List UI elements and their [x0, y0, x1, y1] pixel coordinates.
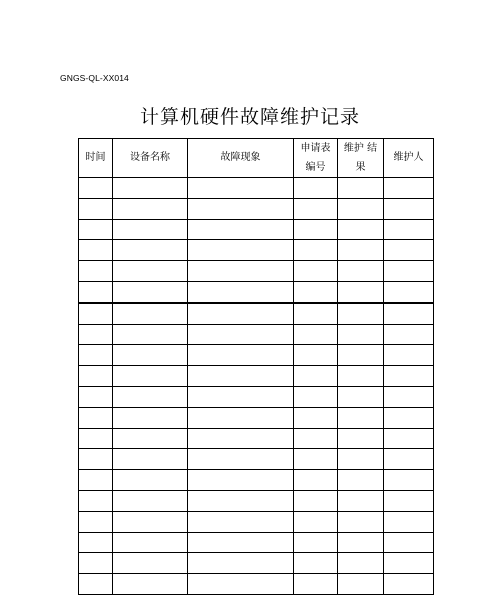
table-header-row	[79, 139, 434, 178]
cell-request-no[interactable]	[294, 574, 338, 595]
cell-time[interactable]	[79, 532, 113, 553]
cell-time[interactable]	[79, 553, 113, 574]
table-row	[79, 303, 434, 324]
table-row	[79, 407, 434, 428]
cell-time[interactable]	[79, 386, 113, 407]
cell-device-name[interactable]	[113, 574, 188, 595]
cell-maintainer[interactable]	[384, 386, 434, 407]
cell-time[interactable]	[79, 324, 113, 345]
cell-fault[interactable]	[188, 261, 294, 282]
document-code: GNGS-QL-XX014	[60, 73, 129, 83]
cell-maintainer[interactable]	[384, 470, 434, 491]
cell-result[interactable]	[338, 219, 384, 240]
cell-time[interactable]	[79, 490, 113, 511]
cell-request-no[interactable]	[294, 470, 338, 491]
cell-fault[interactable]	[188, 490, 294, 511]
cell-maintainer[interactable]	[384, 366, 434, 387]
column-header-request-no: 申请表 编号	[294, 139, 338, 178]
table-row	[79, 178, 434, 199]
table-row	[79, 366, 434, 387]
cell-fault[interactable]	[188, 345, 294, 366]
cell-result[interactable]	[338, 240, 384, 261]
cell-request-no[interactable]	[294, 198, 338, 219]
table-body	[79, 178, 434, 595]
cell-device-name[interactable]	[113, 470, 188, 491]
cell-maintainer[interactable]	[384, 303, 434, 324]
cell-fault[interactable]	[188, 219, 294, 240]
cell-time[interactable]	[79, 240, 113, 261]
table-row	[79, 345, 434, 366]
cell-maintainer[interactable]	[384, 449, 434, 470]
maintenance-record-table	[78, 138, 434, 595]
cell-device-name[interactable]	[113, 219, 188, 240]
cell-request-no[interactable]	[294, 407, 338, 428]
cell-time[interactable]	[79, 470, 113, 491]
cell-time[interactable]	[79, 303, 113, 324]
cell-time[interactable]	[79, 345, 113, 366]
cell-fault[interactable]	[188, 470, 294, 491]
cell-result[interactable]	[338, 470, 384, 491]
cell-device-name[interactable]	[113, 386, 188, 407]
cell-result[interactable]	[338, 511, 384, 532]
table-row	[79, 470, 434, 491]
table-row	[79, 574, 434, 595]
cell-device-name[interactable]	[113, 198, 188, 219]
table-row	[79, 553, 434, 574]
cell-maintainer[interactable]	[384, 553, 434, 574]
cell-device-name[interactable]	[113, 532, 188, 553]
cell-device-name[interactable]	[113, 303, 188, 324]
cell-result[interactable]	[338, 303, 384, 324]
cell-device-name[interactable]	[113, 281, 188, 302]
cell-fault[interactable]	[188, 386, 294, 407]
cell-result[interactable]	[338, 178, 384, 199]
cell-result[interactable]	[338, 261, 384, 282]
cell-maintainer[interactable]	[384, 219, 434, 240]
cell-fault[interactable]	[188, 553, 294, 574]
cell-request-no[interactable]	[294, 366, 338, 387]
cell-device-name[interactable]	[113, 240, 188, 261]
cell-device-name[interactable]	[113, 407, 188, 428]
table-row	[79, 281, 434, 302]
cell-fault[interactable]	[188, 240, 294, 261]
cell-maintainer[interactable]	[384, 407, 434, 428]
cell-result[interactable]	[338, 324, 384, 345]
cell-result[interactable]	[338, 553, 384, 574]
column-header-device-name: 设备名称	[113, 139, 188, 178]
cell-request-no[interactable]	[294, 511, 338, 532]
cell-request-no[interactable]	[294, 240, 338, 261]
cell-request-no[interactable]	[294, 261, 338, 282]
cell-result[interactable]	[338, 428, 384, 449]
cell-maintainer[interactable]	[384, 240, 434, 261]
cell-maintainer[interactable]	[384, 511, 434, 532]
cell-device-name[interactable]	[113, 449, 188, 470]
cell-time[interactable]	[79, 449, 113, 470]
cell-fault[interactable]	[188, 511, 294, 532]
cell-result[interactable]	[338, 281, 384, 302]
cell-request-no[interactable]	[294, 281, 338, 302]
table-row	[79, 324, 434, 345]
cell-fault[interactable]	[188, 281, 294, 302]
cell-request-no[interactable]	[294, 386, 338, 407]
cell-device-name[interactable]	[113, 261, 188, 282]
table-row	[79, 261, 434, 282]
table-row	[79, 449, 434, 470]
cell-device-name[interactable]	[113, 553, 188, 574]
cell-time[interactable]	[79, 281, 113, 302]
cell-time[interactable]	[79, 407, 113, 428]
column-header-fault: 故障现象	[188, 139, 294, 178]
cell-fault[interactable]	[188, 366, 294, 387]
cell-request-no[interactable]	[294, 178, 338, 199]
cell-result[interactable]	[338, 449, 384, 470]
cell-result[interactable]	[338, 198, 384, 219]
cell-maintainer[interactable]	[384, 574, 434, 595]
cell-time[interactable]	[79, 366, 113, 387]
cell-result[interactable]	[338, 490, 384, 511]
cell-maintainer[interactable]	[384, 324, 434, 345]
cell-time[interactable]	[79, 178, 113, 199]
cell-maintainer[interactable]	[384, 178, 434, 199]
cell-maintainer[interactable]	[384, 490, 434, 511]
cell-request-no[interactable]	[294, 324, 338, 345]
document-title: 计算机硬件故障维护记录	[139, 106, 360, 128]
column-header-time: 时间	[79, 139, 113, 178]
column-header-maintainer: 维护人	[384, 139, 434, 178]
cell-request-no[interactable]	[294, 428, 338, 449]
cell-device-name[interactable]	[113, 428, 188, 449]
column-header-result: 维护 结 果	[338, 139, 384, 178]
cell-maintainer[interactable]	[384, 532, 434, 553]
cell-fault[interactable]	[188, 428, 294, 449]
cell-result[interactable]	[338, 532, 384, 553]
cell-time[interactable]	[79, 574, 113, 595]
cell-result[interactable]	[338, 407, 384, 428]
cell-time[interactable]	[79, 261, 113, 282]
table-row	[79, 490, 434, 511]
cell-time[interactable]	[79, 198, 113, 219]
cell-fault[interactable]	[188, 178, 294, 199]
cell-request-no[interactable]	[294, 449, 338, 470]
table-row	[79, 198, 434, 219]
cell-maintainer[interactable]	[384, 198, 434, 219]
cell-maintainer[interactable]	[384, 428, 434, 449]
cell-request-no[interactable]	[294, 490, 338, 511]
cell-request-no[interactable]	[294, 219, 338, 240]
cell-request-no[interactable]	[294, 553, 338, 574]
table-row	[79, 428, 434, 449]
cell-device-name[interactable]	[113, 490, 188, 511]
cell-result[interactable]	[338, 366, 384, 387]
cell-fault[interactable]	[188, 324, 294, 345]
table-row	[79, 532, 434, 553]
cell-time[interactable]	[79, 219, 113, 240]
cell-maintainer[interactable]	[384, 261, 434, 282]
cell-fault[interactable]	[188, 574, 294, 595]
cell-maintainer[interactable]	[384, 345, 434, 366]
cell-device-name[interactable]	[113, 366, 188, 387]
cell-device-name[interactable]	[113, 324, 188, 345]
cell-fault[interactable]	[188, 303, 294, 324]
cell-result[interactable]	[338, 574, 384, 595]
cell-fault[interactable]	[188, 407, 294, 428]
cell-device-name[interactable]	[113, 178, 188, 199]
table-row	[79, 511, 434, 532]
cell-device-name[interactable]	[113, 345, 188, 366]
cell-request-no[interactable]	[294, 532, 338, 553]
cell-request-no[interactable]	[294, 303, 338, 324]
cell-time[interactable]	[79, 511, 113, 532]
cell-fault[interactable]	[188, 532, 294, 553]
cell-request-no[interactable]	[294, 345, 338, 366]
cell-fault[interactable]	[188, 449, 294, 470]
cell-result[interactable]	[338, 386, 384, 407]
cell-maintainer[interactable]	[384, 281, 434, 302]
table-row	[79, 219, 434, 240]
cell-result[interactable]	[338, 345, 384, 366]
table-row	[79, 240, 434, 261]
cell-fault[interactable]	[188, 198, 294, 219]
cell-time[interactable]	[79, 428, 113, 449]
table-row	[79, 386, 434, 407]
cell-device-name[interactable]	[113, 511, 188, 532]
